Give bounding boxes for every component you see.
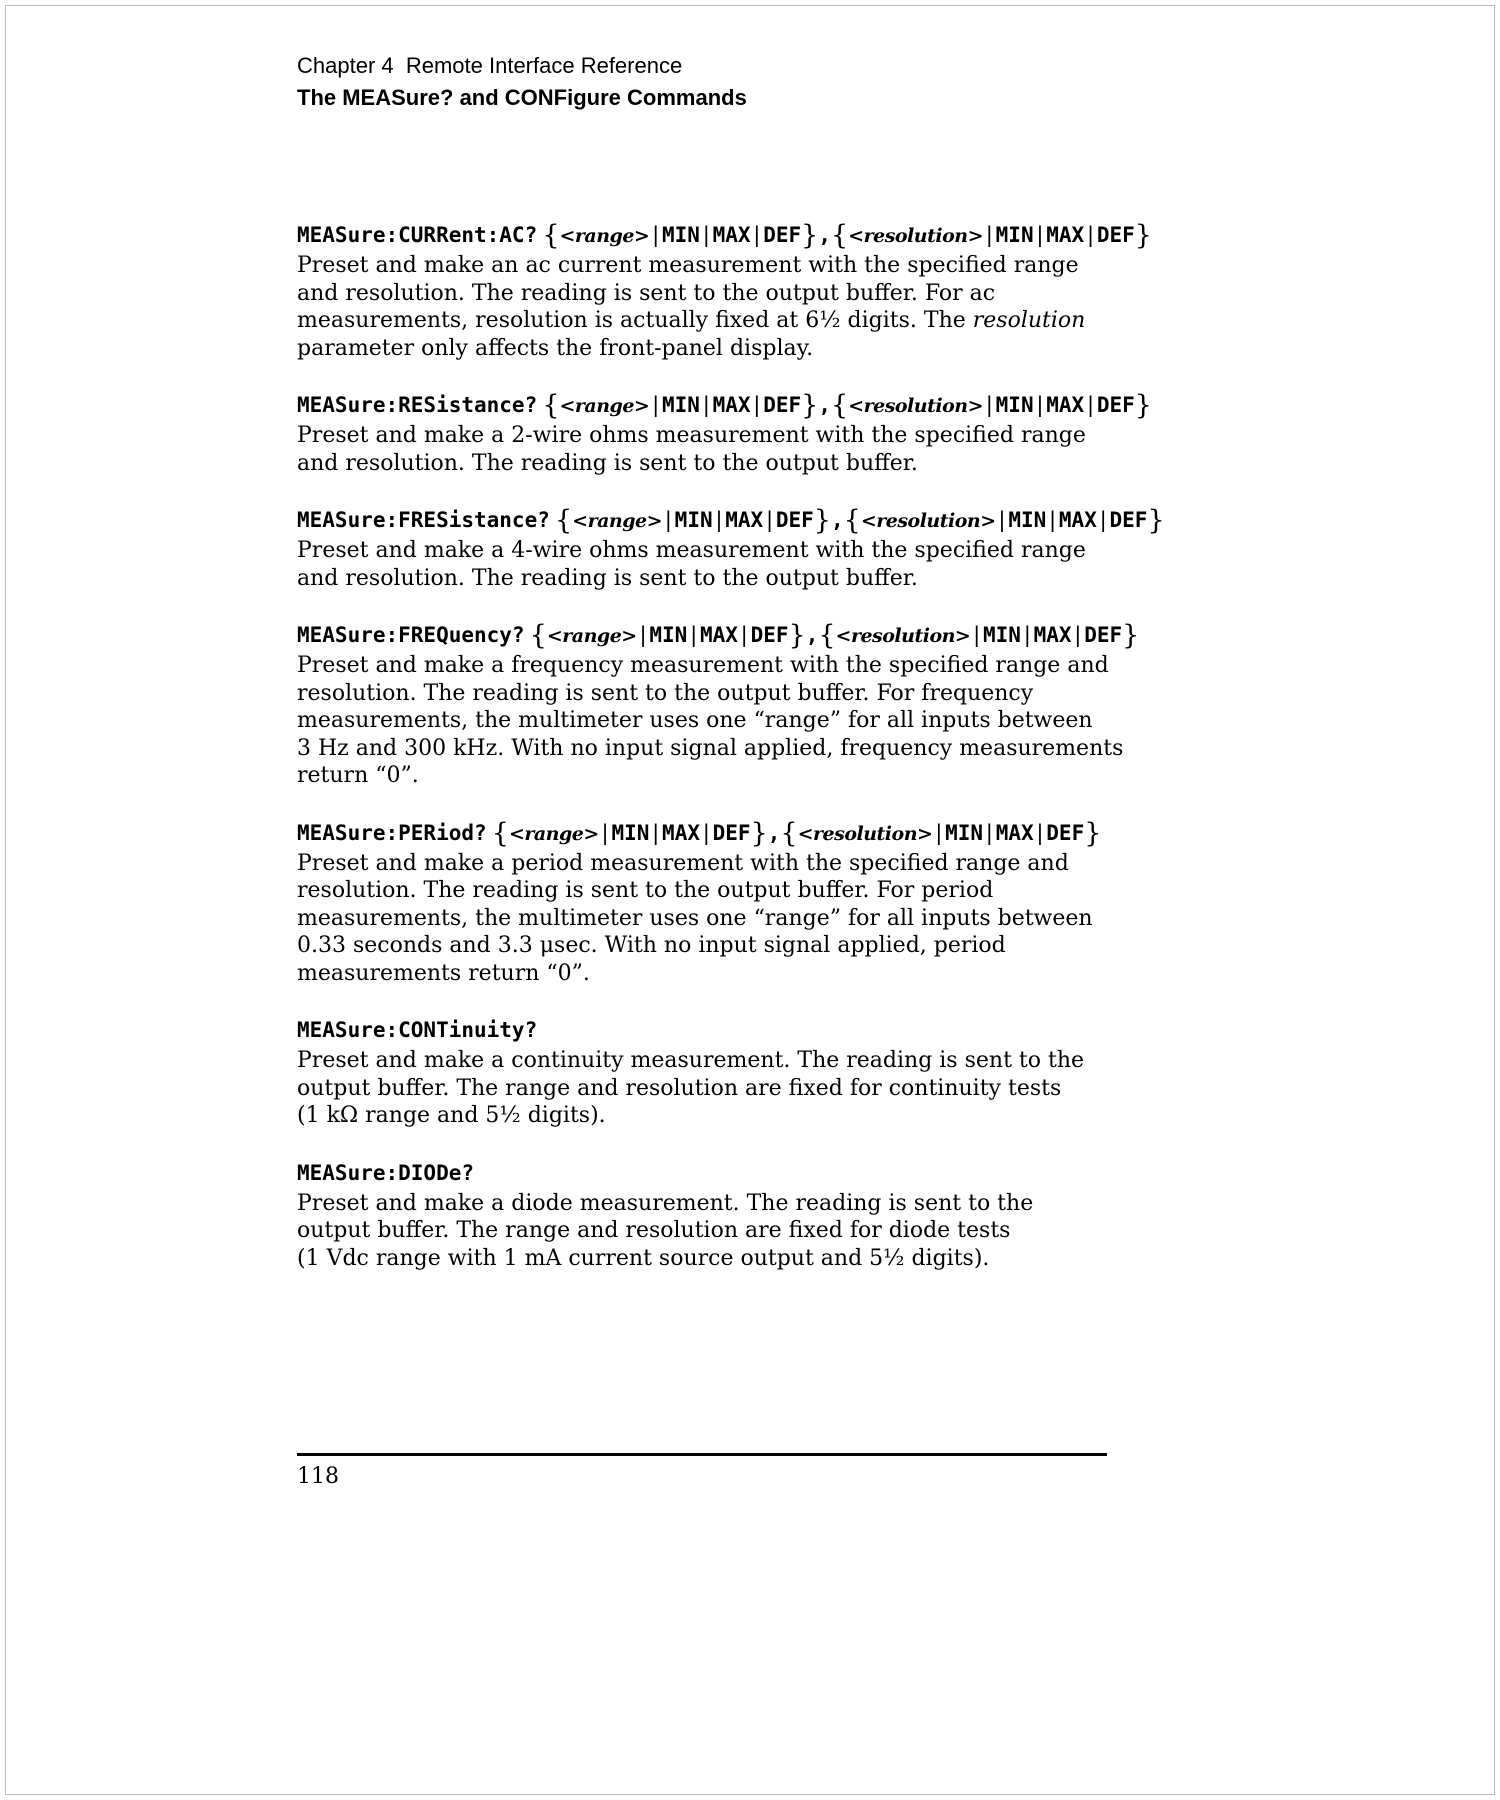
text-line: return “0”.	[297, 763, 419, 788]
close-brace-icon: }	[1084, 817, 1102, 849]
syntax-keyword: MAX	[995, 820, 1034, 845]
command-name: MEASure:FRESistance?	[297, 508, 550, 532]
pipe-separator-icon: |	[1084, 393, 1097, 417]
pipe-separator-icon: |	[983, 820, 996, 845]
close-brace-icon: }	[801, 390, 819, 421]
syntax-comma: ,	[818, 223, 831, 247]
open-brace-icon: {	[830, 220, 849, 251]
syntax-keyword: MAX	[725, 508, 764, 532]
command-name: MEASure:CONTinuity?	[297, 1018, 538, 1042]
text-line: measurements, resolution is actually fixed at 6½ digits. The resolution	[297, 308, 1086, 333]
text-line: output buffer. The range and resolution are fixed for diode tests	[297, 1218, 1011, 1243]
close-brace-icon: }	[1134, 390, 1152, 421]
syntax-keyword: MIN	[983, 623, 1021, 647]
pipe-separator-icon: |	[1046, 508, 1059, 532]
syntax-variable: <resolution>	[860, 510, 996, 532]
pipe-separator-icon: |	[649, 393, 663, 417]
syntax-keyword: MAX	[712, 223, 751, 247]
text-line: and resolution. The reading is sent to the output buffer. For ac	[297, 280, 996, 306]
pipe-separator-icon: |	[983, 223, 996, 247]
pipe-separator-icon: |	[750, 393, 764, 417]
pipe-separator-icon: |	[983, 393, 996, 417]
pipe-separator-icon: |	[750, 223, 764, 247]
text-line: and resolution. The reading is sent to the output buffer.	[297, 565, 918, 591]
italic-term: resolution	[972, 308, 1086, 333]
close-brace-icon: }	[1147, 505, 1165, 536]
syntax-variable: <resolution>	[848, 225, 983, 247]
pipe-separator-icon: |	[649, 820, 663, 845]
command-section	[297, 390, 1197, 477]
text-line: Preset and make an ac current measurement with the specified range	[297, 253, 1079, 278]
syntax-keyword: MAX	[1033, 623, 1072, 647]
syntax-keyword: MAX	[712, 393, 751, 417]
page-number: 118	[297, 1464, 339, 1489]
syntax-keyword: DEF	[775, 508, 814, 532]
command-syntax	[297, 390, 1197, 422]
syntax-keyword: DEF	[1096, 223, 1135, 247]
syntax-keyword: MIN	[1008, 508, 1047, 532]
pipe-separator-icon: |	[1033, 223, 1047, 247]
open-brace-icon: {	[542, 390, 560, 421]
syntax-keyword: MAX	[1046, 393, 1085, 417]
close-brace-icon: }	[801, 220, 819, 251]
syntax-keyword: DEF	[1096, 393, 1135, 417]
open-brace-icon: {	[843, 505, 861, 536]
syntax-keyword: MIN	[995, 393, 1034, 417]
command-description	[297, 422, 1197, 477]
close-brace-icon: }	[750, 817, 768, 849]
pipe-separator-icon: |	[699, 223, 713, 247]
close-brace-icon: }	[1134, 220, 1152, 251]
open-brace-icon: {	[818, 620, 836, 651]
pipe-separator-icon: |	[649, 223, 663, 247]
command-section	[297, 1158, 1197, 1273]
syntax-keyword: MIN	[662, 223, 700, 247]
syntax-keyword: DEF	[1109, 508, 1148, 532]
syntax-keyword: MAX	[1046, 223, 1085, 247]
command-description	[297, 1190, 1197, 1273]
text-line: Preset and make a 2-wire ohms measurement with the specified range	[297, 423, 1086, 448]
command-syntax	[297, 818, 1197, 850]
section-title: The MEASure? and CONFigure Commands	[297, 85, 747, 110]
pipe-separator-icon: |	[1071, 623, 1085, 647]
syntax-variable: <resolution>	[835, 625, 971, 647]
pipe-separator-icon: |	[1084, 223, 1097, 247]
command-description	[297, 252, 1197, 362]
syntax-variable: <range>	[559, 225, 650, 247]
chapter-title: Chapter 4 Remote Interface Reference	[297, 53, 683, 78]
syntax-keyword: DEF	[763, 393, 802, 417]
open-brace-icon: {	[542, 220, 560, 251]
syntax-keyword: DEF	[1046, 820, 1085, 845]
pipe-separator-icon: |	[737, 623, 751, 647]
text-line: measurements, the multimeter uses one “range” for all inputs between	[297, 708, 1093, 733]
open-brace-icon: {	[491, 817, 509, 849]
command-syntax	[297, 620, 1197, 652]
text-line: Preset and make a diode measurement. The reading is sent to the	[297, 1190, 1034, 1216]
text-line: (1 Vdc range with 1 mA current source output and 5½ digits).	[297, 1245, 990, 1271]
syntax-keyword: MIN	[662, 393, 700, 417]
command-syntax	[297, 1015, 1197, 1047]
command-name: MEASure:RESistance?	[297, 393, 538, 417]
pipe-separator-icon: |	[995, 508, 1009, 532]
syntax-keyword: MIN	[995, 223, 1034, 247]
pipe-separator-icon: |	[699, 393, 713, 417]
command-section	[297, 620, 1197, 790]
pipe-separator-icon: |	[1096, 508, 1110, 532]
page-header	[297, 50, 747, 114]
command-description	[297, 652, 1197, 790]
syntax-comma: ,	[805, 623, 819, 647]
text-line: resolution. The reading is sent to the output buffer. For period	[297, 878, 994, 903]
pipe-separator-icon: |	[1033, 393, 1047, 417]
syntax-keyword: MAX	[699, 623, 738, 647]
command-syntax	[297, 220, 1197, 252]
command-name: MEASure:CURRent:AC?	[297, 223, 538, 247]
pipe-separator-icon: |	[1033, 820, 1047, 845]
command-section	[297, 1015, 1197, 1130]
syntax-variable: <range>	[559, 395, 650, 417]
text-line: output buffer. The range and resolution are fixed for continuity tests	[297, 1075, 1062, 1101]
text-line: resolution. The reading is sent to the output buffer. For frequency	[297, 680, 1034, 706]
text-line: measurements return “0”.	[297, 960, 590, 986]
command-syntax	[297, 1158, 1197, 1190]
syntax-keyword: DEF	[750, 623, 789, 647]
close-brace-icon: }	[788, 620, 806, 651]
text-line: Preset and make a continuity measurement. The reading is sent to the	[297, 1048, 1085, 1073]
close-brace-icon: }	[813, 505, 831, 536]
text-line: and resolution. The reading is sent to the output buffer.	[297, 450, 918, 476]
open-brace-icon: {	[529, 620, 547, 651]
syntax-keyword: MIN	[945, 820, 984, 845]
pipe-separator-icon: |	[687, 623, 700, 647]
footer-rule	[297, 1453, 1107, 1456]
text-line: (1 kΩ range and 5½ digits).	[297, 1103, 606, 1128]
command-section	[297, 818, 1197, 988]
command-section	[297, 220, 1197, 362]
command-description	[297, 850, 1197, 988]
syntax-variable: <range>	[546, 625, 637, 647]
syntax-variable: <resolution>	[797, 822, 933, 845]
command-description	[297, 537, 1197, 592]
command-name: MEASure:FREQuency?	[297, 623, 525, 647]
command-name: MEASure:PERiod?	[297, 820, 487, 845]
text-line: parameter only affects the front-panel display.	[297, 335, 814, 361]
syntax-comma: ,	[818, 393, 831, 417]
command-section	[297, 505, 1197, 592]
pipe-separator-icon: |	[763, 508, 776, 532]
syntax-keyword: MAX	[662, 820, 700, 845]
pipe-separator-icon: |	[662, 508, 675, 532]
pipe-separator-icon: |	[712, 508, 726, 532]
open-brace-icon: {	[554, 505, 573, 536]
text-line: measurements, the multimeter uses one “range” for all inputs between	[297, 905, 1093, 931]
pipe-separator-icon: |	[699, 820, 713, 845]
pipe-separator-icon: |	[636, 623, 650, 647]
open-brace-icon: {	[830, 390, 849, 421]
close-brace-icon: }	[1122, 620, 1140, 651]
pipe-separator-icon: |	[598, 820, 612, 845]
text-line: Preset and make a frequency measurement with the specified range and	[297, 653, 1109, 678]
content	[297, 220, 1197, 1300]
syntax-keyword: MAX	[1058, 508, 1097, 532]
text-line: 3 Hz and 300 kHz. With no input signal applied, frequency measurements	[297, 735, 1124, 761]
syntax-variable: <range>	[508, 822, 599, 845]
command-syntax	[297, 505, 1197, 537]
syntax-keyword: MIN	[611, 820, 650, 845]
text-line: Preset and make a period measurement with the specified range and	[297, 850, 1069, 876]
pipe-separator-icon: |	[970, 623, 984, 647]
open-brace-icon: {	[780, 817, 798, 849]
document-page	[5, 5, 1495, 1795]
syntax-variable: <resolution>	[848, 395, 983, 417]
pipe-separator-icon: |	[1020, 623, 1034, 647]
pipe-separator-icon: |	[932, 820, 946, 845]
syntax-keyword: DEF	[712, 820, 751, 845]
syntax-comma: ,	[767, 820, 781, 845]
syntax-keyword: DEF	[1084, 623, 1123, 647]
syntax-keyword: MIN	[674, 508, 713, 532]
command-name: MEASure:DIODe?	[297, 1160, 475, 1185]
command-description	[297, 1047, 1197, 1130]
text-line: Preset and make a 4-wire ohms measurement with the specified range	[297, 538, 1086, 563]
syntax-keyword: DEF	[763, 223, 802, 247]
syntax-comma: ,	[830, 508, 844, 532]
syntax-keyword: MIN	[649, 623, 688, 647]
syntax-variable: <range>	[572, 510, 663, 532]
text-line: 0.33 seconds and 3.3 μsec. With no input signal applied, period	[297, 933, 1006, 958]
